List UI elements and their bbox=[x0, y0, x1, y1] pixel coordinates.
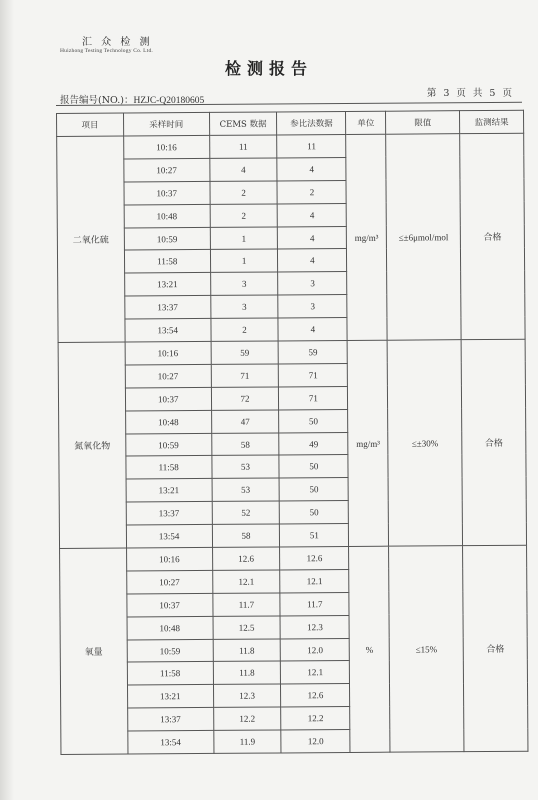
page-indicator: 第 3 页 共 5 页 bbox=[426, 88, 514, 99]
cems-value-cell: 58 bbox=[211, 433, 279, 456]
cems-value-cell: 3 bbox=[210, 272, 278, 295]
cems-value-cell: 12.1 bbox=[212, 570, 280, 593]
reference-value-cell: 51 bbox=[280, 524, 349, 547]
sampling-time-cell: 10:48 bbox=[124, 204, 210, 227]
reference-value-cell: 50 bbox=[280, 501, 349, 524]
unit-cell: mg/m³ bbox=[347, 340, 388, 546]
report-number-value: HZJC-Q20180605 bbox=[133, 96, 205, 106]
cems-value-cell: 12.6 bbox=[212, 547, 280, 570]
sampling-time-cell: 10:37 bbox=[124, 181, 210, 204]
reference-value-cell: 12.6 bbox=[280, 546, 349, 569]
reference-value-cell: 71 bbox=[279, 363, 348, 386]
cems-value-cell: 52 bbox=[212, 501, 280, 524]
cems-value-cell: 53 bbox=[212, 478, 280, 501]
cems-value-cell: 1 bbox=[210, 249, 278, 272]
result-cell: 合格 bbox=[460, 133, 525, 339]
reference-value-cell: 4 bbox=[278, 249, 347, 272]
result-cell: 合格 bbox=[461, 339, 526, 545]
sampling-time-cell: 10:16 bbox=[126, 547, 212, 570]
sampling-time-cell: 10:27 bbox=[124, 158, 210, 181]
reference-value-cell: 11 bbox=[277, 134, 346, 157]
reference-value-cell: 12.1 bbox=[280, 569, 349, 592]
report-number-label: 报告编号(NO.)： bbox=[60, 95, 134, 106]
unit-cell: mg/m³ bbox=[346, 134, 387, 340]
sampling-time-cell: 10:37 bbox=[125, 387, 211, 410]
table-row bbox=[57, 133, 524, 159]
cems-value-cell: 53 bbox=[211, 455, 279, 478]
header-limit: 限值 bbox=[386, 111, 460, 135]
cems-value-cell: 59 bbox=[211, 341, 279, 364]
item-name-cell: 氧量 bbox=[60, 548, 128, 754]
header-cems-data: CEMS 数据 bbox=[209, 112, 277, 135]
sampling-time-cell: 10:37 bbox=[127, 593, 213, 616]
sampling-time-cell: 13:21 bbox=[127, 685, 213, 708]
reference-value-cell: 50 bbox=[279, 409, 348, 432]
cems-value-cell: 2 bbox=[211, 318, 279, 341]
reference-value-cell: 11.7 bbox=[280, 592, 349, 615]
sampling-time-cell: 11:58 bbox=[127, 662, 213, 685]
cems-value-cell: 12.3 bbox=[213, 684, 281, 707]
cems-value-cell: 47 bbox=[211, 410, 279, 433]
limit-cell: ≤15% bbox=[389, 546, 464, 753]
reference-value-cell: 59 bbox=[279, 340, 348, 363]
reference-value-cell: 50 bbox=[279, 455, 348, 478]
sampling-time-cell: 11:58 bbox=[126, 456, 212, 479]
reference-value-cell: 50 bbox=[280, 478, 349, 501]
item-name-cell: 氮氧化物 bbox=[58, 342, 126, 548]
limit-cell: ≤±30% bbox=[387, 340, 462, 547]
sampling-time-cell: 10:48 bbox=[125, 410, 211, 433]
limit-cell: ≤±6μmol/mol bbox=[386, 134, 461, 341]
cems-value-cell: 72 bbox=[211, 387, 279, 410]
reference-value-cell: 12.6 bbox=[281, 684, 350, 707]
cems-value-cell: 11 bbox=[209, 135, 277, 158]
cems-value-cell: 12.2 bbox=[213, 707, 281, 730]
result-cell: 合格 bbox=[463, 545, 528, 751]
header-sampling-time: 采样时间 bbox=[123, 112, 209, 136]
unit-cell: % bbox=[349, 546, 390, 752]
reference-value-cell: 71 bbox=[279, 386, 348, 409]
sampling-time-cell: 13:54 bbox=[128, 731, 214, 754]
cems-value-cell: 2 bbox=[210, 181, 278, 204]
sampling-time-cell: 10:16 bbox=[123, 135, 209, 158]
cems-value-cell: 3 bbox=[210, 295, 278, 318]
cems-value-cell: 12.5 bbox=[213, 616, 281, 639]
item-name-cell: 二氧化硫 bbox=[57, 136, 125, 342]
sampling-time-cell: 10:59 bbox=[126, 433, 212, 456]
cems-value-cell: 1 bbox=[210, 227, 278, 250]
sampling-time-cell: 13:37 bbox=[127, 708, 213, 731]
table-header-row bbox=[57, 110, 524, 136]
company-name-cn: 汇 众 检 测 bbox=[82, 37, 153, 48]
reference-value-cell: 4 bbox=[278, 226, 347, 249]
reference-value-cell: 49 bbox=[279, 432, 348, 455]
reference-value-cell: 12.0 bbox=[281, 730, 350, 753]
header-reference-data: 参比法数据 bbox=[277, 111, 346, 134]
reference-value-cell: 4 bbox=[277, 157, 346, 180]
sampling-time-cell: 10:27 bbox=[127, 570, 213, 593]
report-title: 检测报告 bbox=[224, 59, 313, 78]
table-row bbox=[58, 339, 525, 365]
measurement-table bbox=[56, 110, 528, 755]
cems-value-cell: 11.9 bbox=[213, 730, 281, 753]
reference-value-cell: 12.0 bbox=[281, 638, 350, 661]
sampling-time-cell: 13:37 bbox=[125, 296, 211, 319]
reference-value-cell: 4 bbox=[278, 203, 347, 226]
sampling-time-cell: 10:59 bbox=[127, 639, 213, 662]
cems-value-cell: 11.8 bbox=[213, 639, 281, 662]
sampling-time-cell: 10:16 bbox=[125, 341, 211, 364]
sampling-time-cell: 13:21 bbox=[124, 273, 210, 296]
cems-value-cell: 4 bbox=[209, 158, 277, 181]
header-result: 监测结果 bbox=[460, 110, 524, 133]
cems-value-cell: 11.7 bbox=[212, 593, 280, 616]
page-edge-shadow bbox=[0, 0, 14, 800]
sampling-time-cell: 10:27 bbox=[125, 364, 211, 387]
header-unit: 单位 bbox=[346, 111, 386, 134]
reference-value-cell: 12.1 bbox=[281, 661, 350, 684]
sampling-time-cell: 10:48 bbox=[127, 616, 213, 639]
reference-value-cell: 2 bbox=[277, 180, 346, 203]
header-item: 项目 bbox=[57, 113, 124, 136]
cems-value-cell: 2 bbox=[210, 204, 278, 227]
company-name-en: Huizhong Testing Technology Co. Ltd. bbox=[60, 48, 153, 54]
table-row bbox=[60, 545, 527, 571]
cems-value-cell: 58 bbox=[212, 524, 280, 547]
sampling-time-cell: 10:59 bbox=[124, 227, 210, 250]
sampling-time-cell: 13:37 bbox=[126, 502, 212, 525]
sampling-time-cell: 13:21 bbox=[126, 479, 212, 502]
sampling-time-cell: 13:54 bbox=[125, 319, 211, 342]
reference-value-cell: 12.3 bbox=[280, 615, 349, 638]
cems-value-cell: 71 bbox=[211, 364, 279, 387]
reference-value-cell: 3 bbox=[278, 272, 347, 295]
reference-value-cell: 4 bbox=[278, 318, 347, 341]
reference-value-cell: 12.2 bbox=[281, 707, 350, 730]
reference-value-cell: 3 bbox=[278, 295, 347, 318]
sampling-time-cell: 11:58 bbox=[124, 250, 210, 273]
sampling-time-cell: 13:54 bbox=[126, 525, 212, 548]
cems-value-cell: 11.8 bbox=[213, 661, 281, 684]
